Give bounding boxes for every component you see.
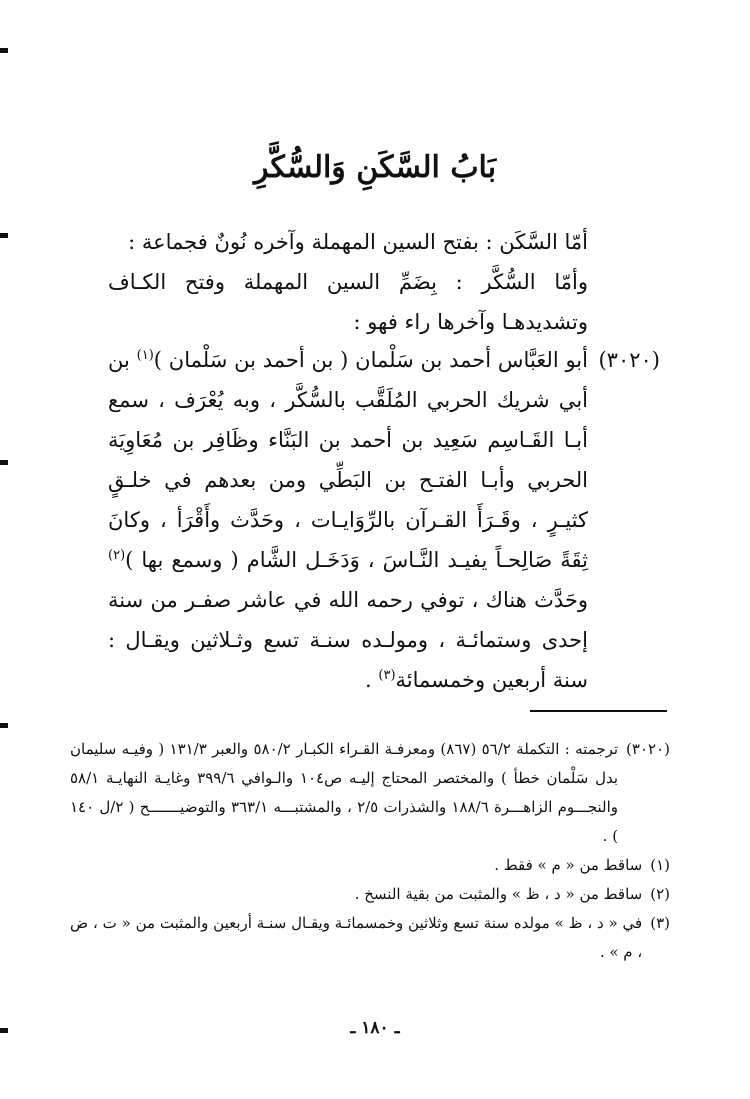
entry-paragraph <box>108 340 588 700</box>
intro-paragraph-sukkar: وأمّا السُّكَّر : بِضَمِّ السين المهملة وفتح الكـاف وتشديدهـا وآخرها راء فهو : <box>108 270 588 334</box>
entry-text-part: وحَدَّث هناك ، توفي رحمه الله في عاشر صفـر من سنة إحدى وستمائـة ، ومولـده سنـة تسع وثـلاثين ويقـال : سنة أربعين وخمسمائة <box>108 588 588 692</box>
scan-edge-mark <box>0 48 8 53</box>
footnote-text: ترجمته : التكملة ٥٦/٢ (٨٦٧) ومعرفـة القـراء الكبـار ٥٨٠/٢ والعبر ١٣١/٣ ( وفيـه سليمان بدل سَلْمان خطأ ) والمختصر المحتاج إليـه ص١٠٤ والـوافي ٣٩٩/٦ وغايـة النهايـة ٥٨/١ والنجـــوم الزاهـــرة ١٨٨/٦ والشذرات ٢/٥ ، والمشتبـــه ٣٦٣/١ والتوضيـــــــح ( ٢/ل ١٤٠ ) . <box>70 740 619 845</box>
footnote-label: (٣) <box>650 914 670 932</box>
footnote-item <box>70 909 670 967</box>
intro-paragraph-sakan: أمّا السَّكَن : بفتح السين المهملة وآخره نُونٌ فجماعة : <box>128 230 588 254</box>
scan-edge-mark <box>0 723 8 728</box>
footnote-item <box>70 880 670 909</box>
intro-section <box>108 222 588 342</box>
entry-text-part: أبو العَبَّاس أحمد بن سَلْمان ( بن أحمد بن سَلْمان ) <box>153 348 588 372</box>
footnote-ref: (٣) <box>378 668 396 683</box>
scan-edge-mark <box>0 233 8 238</box>
entry-text-part: . <box>365 668 379 692</box>
entry-number: (٣٠٢٠) <box>598 348 660 372</box>
footnote-text: ساقط من « م » فقط . <box>494 856 643 874</box>
entry-text-part: بن أبي شريك الحربي المُلَقَّب بالسُّكَّر ، وبه يُعْرَف ، سمع أبـا القَـاسِم سَعِيد بن أحمد بن البَنَّاء وظَافِر بن مُعَاوِيَة الحربي وأبـا الفتـح بن البَطِّي ومن بعدهم في خلـقٍ كثيـرٍ ، وقَـرَأَ القـرآن بالرِّوَايـات ، وحَدَّث وأَقْرَأ ، وكانَ ثِقَةً صَالِحـاً يفيـد النَّـاسَ ، وَدَخَـل الشَّام ( وسمع بها ) <box>108 348 588 572</box>
footnote-ref: (٢) <box>108 548 126 563</box>
footnote-ref: (١) <box>136 348 154 363</box>
footnote-label: (٣٠٢٠) <box>626 740 670 758</box>
footnote-item <box>70 851 670 880</box>
footnote-separator <box>530 710 667 712</box>
footnote-label: (٢) <box>650 885 670 903</box>
footnote-main <box>70 735 670 851</box>
chapter-title: بَابُ السَّكَنِ وَالسُّكَّرِ <box>253 150 497 185</box>
footnote-text: ساقط من « د ، ظ » والمثبت من بقية النسخ . <box>354 885 643 903</box>
footnote-label: (١) <box>650 856 670 874</box>
footnote-text: في « د ، ظ » مولده سنة تسع وثلاثين وخمسمائـة ويقـال سنـة أربعين والمثبت من « ت ، ض ، م » . <box>70 914 643 961</box>
page-number: ـ ١٨٠ ـ <box>350 1018 400 1038</box>
footnotes-section <box>70 735 670 967</box>
biography-entry <box>108 340 588 700</box>
scan-edge-mark <box>0 460 8 465</box>
